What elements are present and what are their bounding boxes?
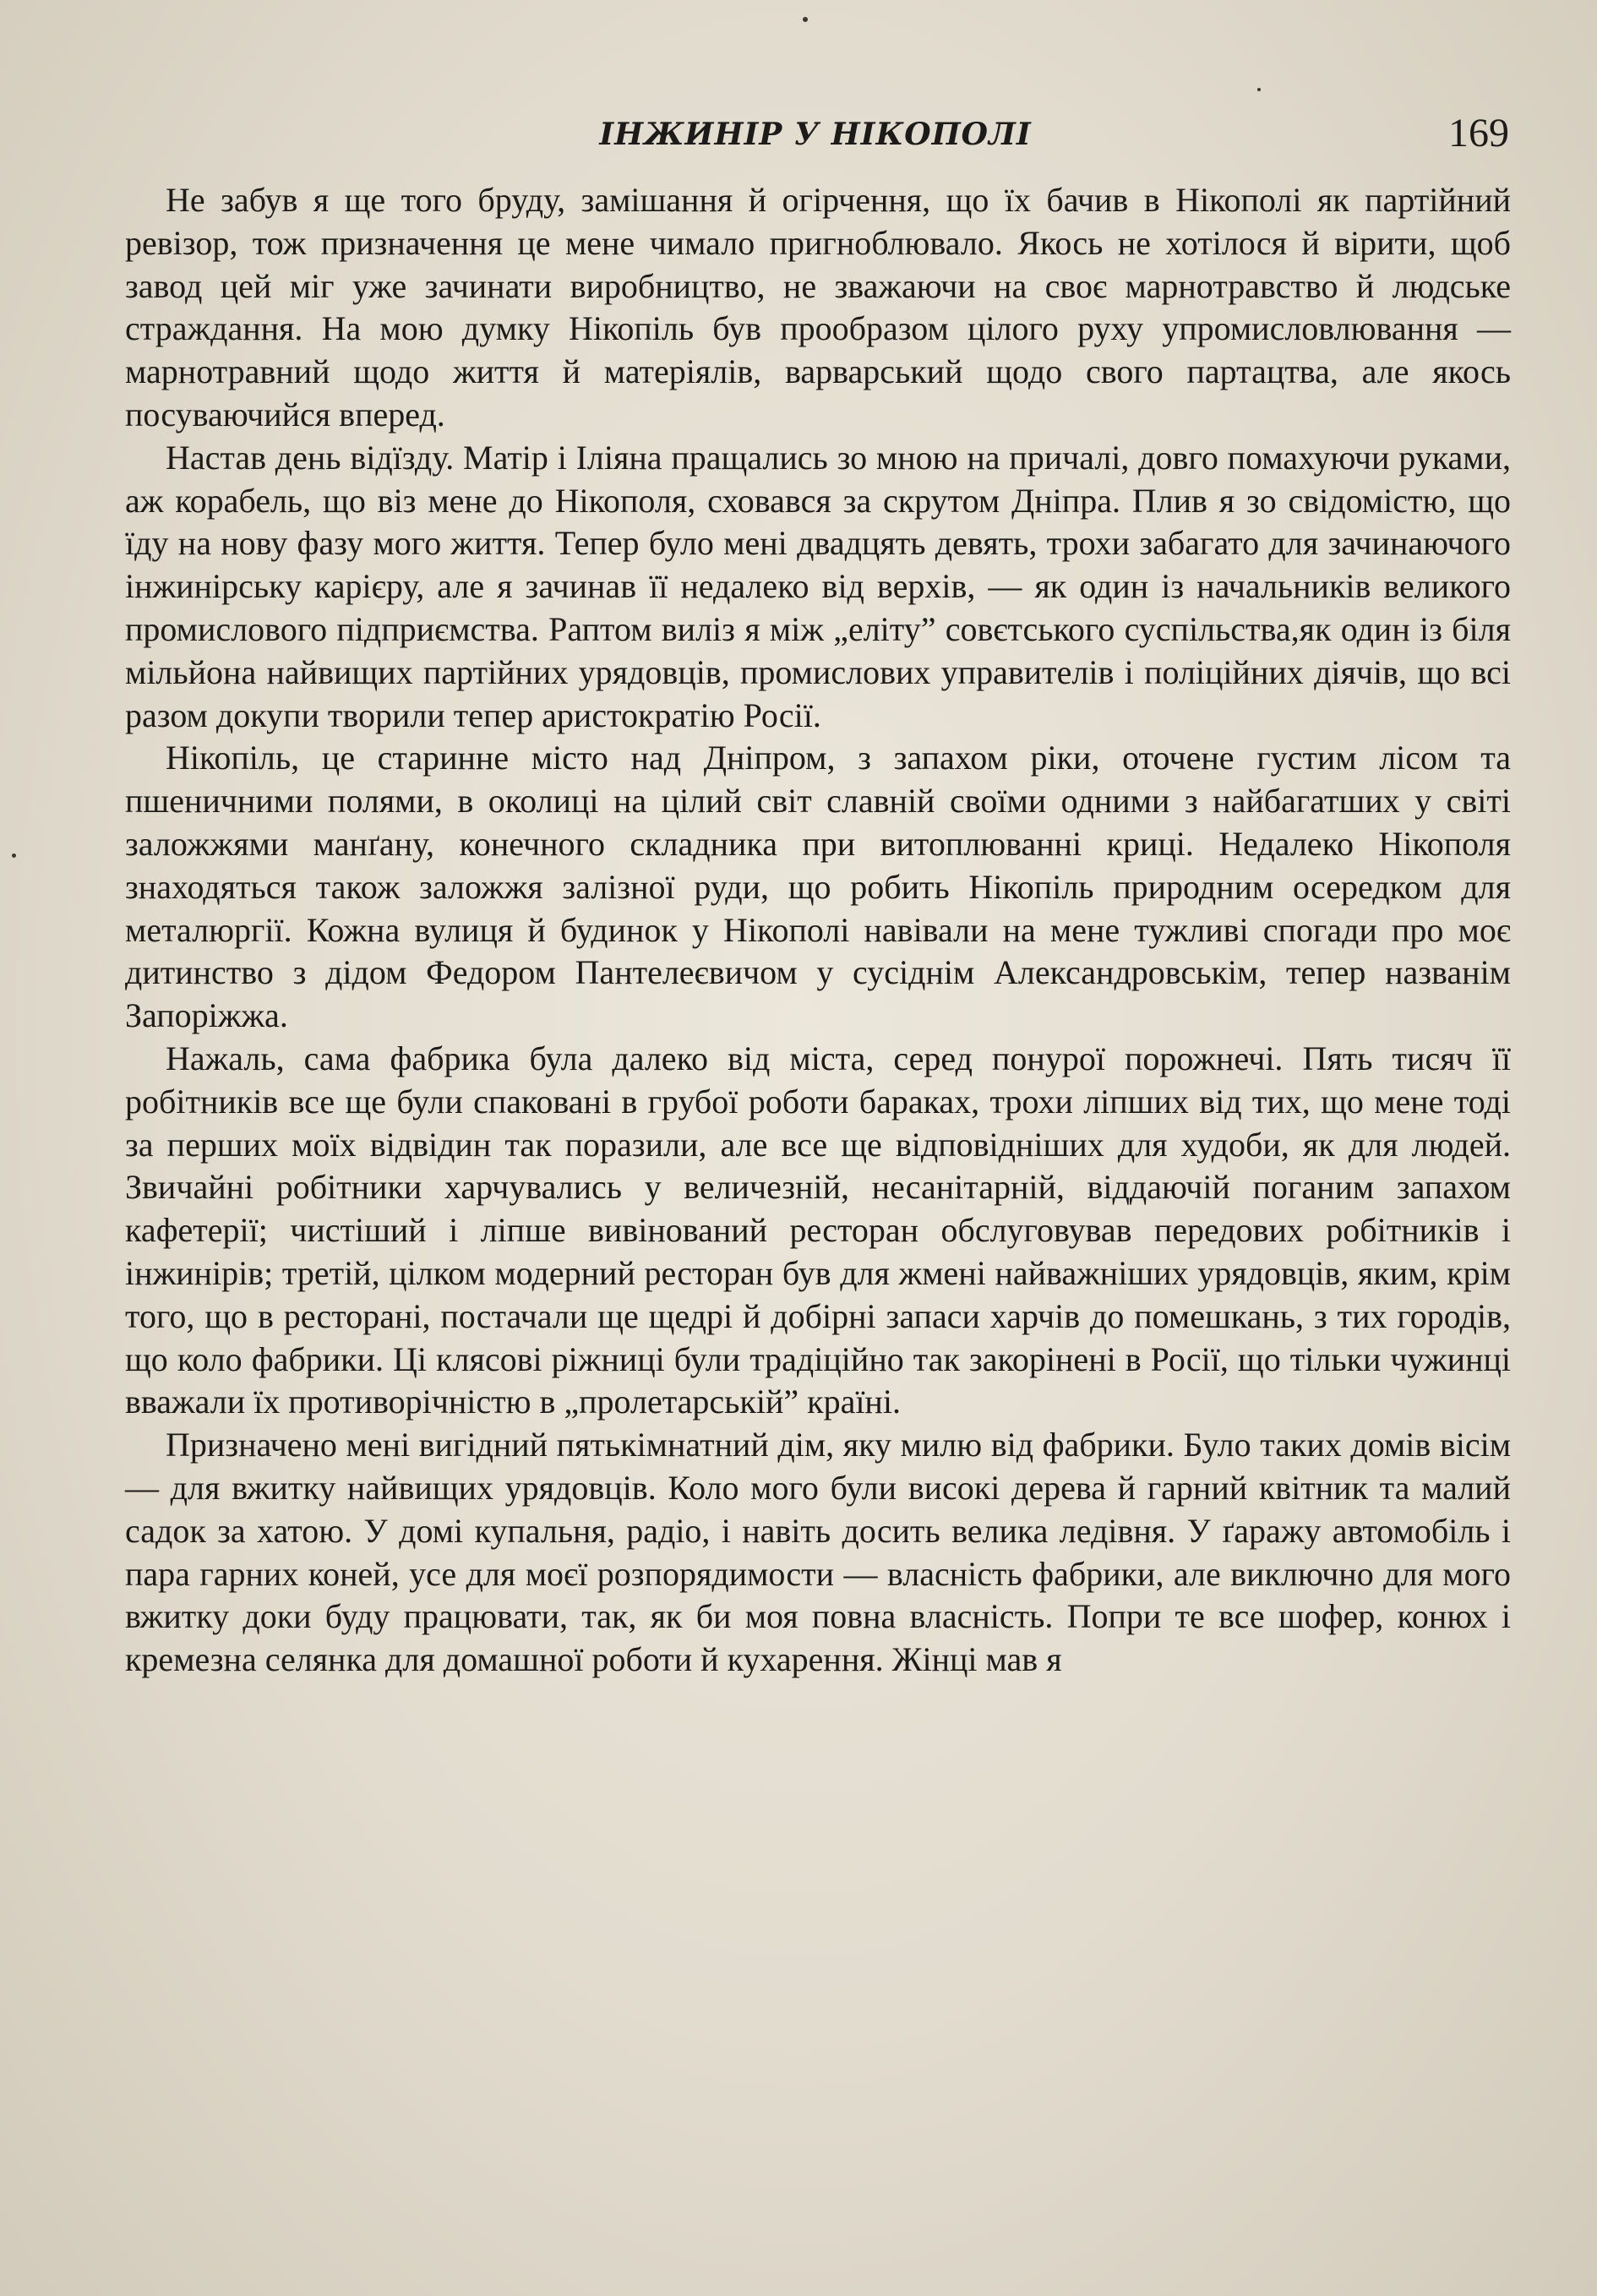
paragraph-1: Не забув я ще того бруду, замішання й огірчення, що їх бачив в Нікополі як партійний ревізор, тож призначення це мене чимало пригноблювало. Якось не хотілося й вірити, щоб завод цей міг уже зачинати виробництво, не зважаючи на своє марнотравство й людське страждання. На мою думку Нікопіль був прообразом цілого руху упромисловлювання — марнотравний щодо життя й матеріялів, варварський щодо свого партацтва, але якось посуваючийся вперед. bbox=[125, 181, 1511, 434]
paragraph-2: Настав день відїзду. Матір і Іліяна пращались зо мною на причалі, довго помахуючи руками, аж корабель, що віз мене до Нікополя, сховався за скрутом Дніпра. Плив я зо свідомістю, що їду на нову фазу мого життя. Тепер було мені двадцять девять, трохи забагато для зачинаючого інжинірську карієру, але я зачинав її недалеко від верхів, — як один із начальників великого промислового підприємства. Раптом виліз я між „еліту” совєтського суспільства,як один із біля мільйона найвищих партійних урядовців, промислових управителів і поліційних діячів, що всі разом докупи творили тепер аристократію Росії. bbox=[125, 438, 1511, 734]
page-header bbox=[118, 110, 1513, 161]
body-text bbox=[125, 179, 1511, 1682]
print-speck bbox=[803, 17, 808, 22]
print-speck bbox=[12, 854, 16, 858]
paragraph-3: Нікопіль, це старинне місто над Дніпром, з запахом ріки, оточене густим лісом та пшеничними полями, в околиці на цілий світ славній своїми одними з найбагатших у світі заложжями манґану, конечного складника при витоплюванні криці. Недалеко Нікополя знаходяться також заложжя залізної руди, що робить Нікопіль природним осередком для металюргії. Кожна вулиця й будинок у Нікополі навівали на мене тужливі спогади про моє дитинство з дідом Федором Пантелеєвичом у сусіднім Александровськім, тепер названім Запоріжжа. bbox=[125, 739, 1511, 1035]
page-number: 169 bbox=[1448, 111, 1509, 155]
paragraph-4: Нажаль, сама фабрика була далеко від міста, серед понурої порожнечі. Пять тисяч її робітників все ще були спаковані в грубої роботи бараках, трохи ліпших від тих, що мене тоді за перших моїх відвідин так поразили, але все ще відповідніших для худоби, як для людей. Звичайні робітники харчувались у величезній, несанітарній, віддаючій поганим запахом кафетерії; чистіший і ліпше вивінований ресторан обслуговував передових робітників і інжинірів; третій, цілком модерний ресторан був для жмені найважніших урядовців, яким, крім того, що в ресторані, постачали ще щедрі й добірні запаси харчів до помешкань, з тих городів, що коло фабрики. Ці клясові ріжниці були традіційно так закорінені в Росії, що тільки чужинці вважали їх противорічністю в „пролетарській” країні. bbox=[125, 1039, 1511, 1421]
print-speck bbox=[1257, 88, 1261, 91]
paragraph-5: Призначено мені вигідний пятькімнатний дім, яку милю від фабрики. Було таких домів вісім — для вжитку найвищих урядовців. Коло мого були високі дерева й гарний квітник та малий садок за хатою. У домі купальня, радіо, і навіть досить велика ледівня. У ґаражу автомобіль і пара гарних коней, усе для моєї розпорядимости — власність фабрики, але виключно для мого вжитку доки буду працювати, так, як би моя повна власність. Попри те все шофер, конюх і кремезна селянка для домашної роботи й кухарення. Жінці мав я bbox=[125, 1426, 1511, 1679]
running-title: ІНЖИНІР У НІКОПОЛІ bbox=[599, 117, 1032, 152]
